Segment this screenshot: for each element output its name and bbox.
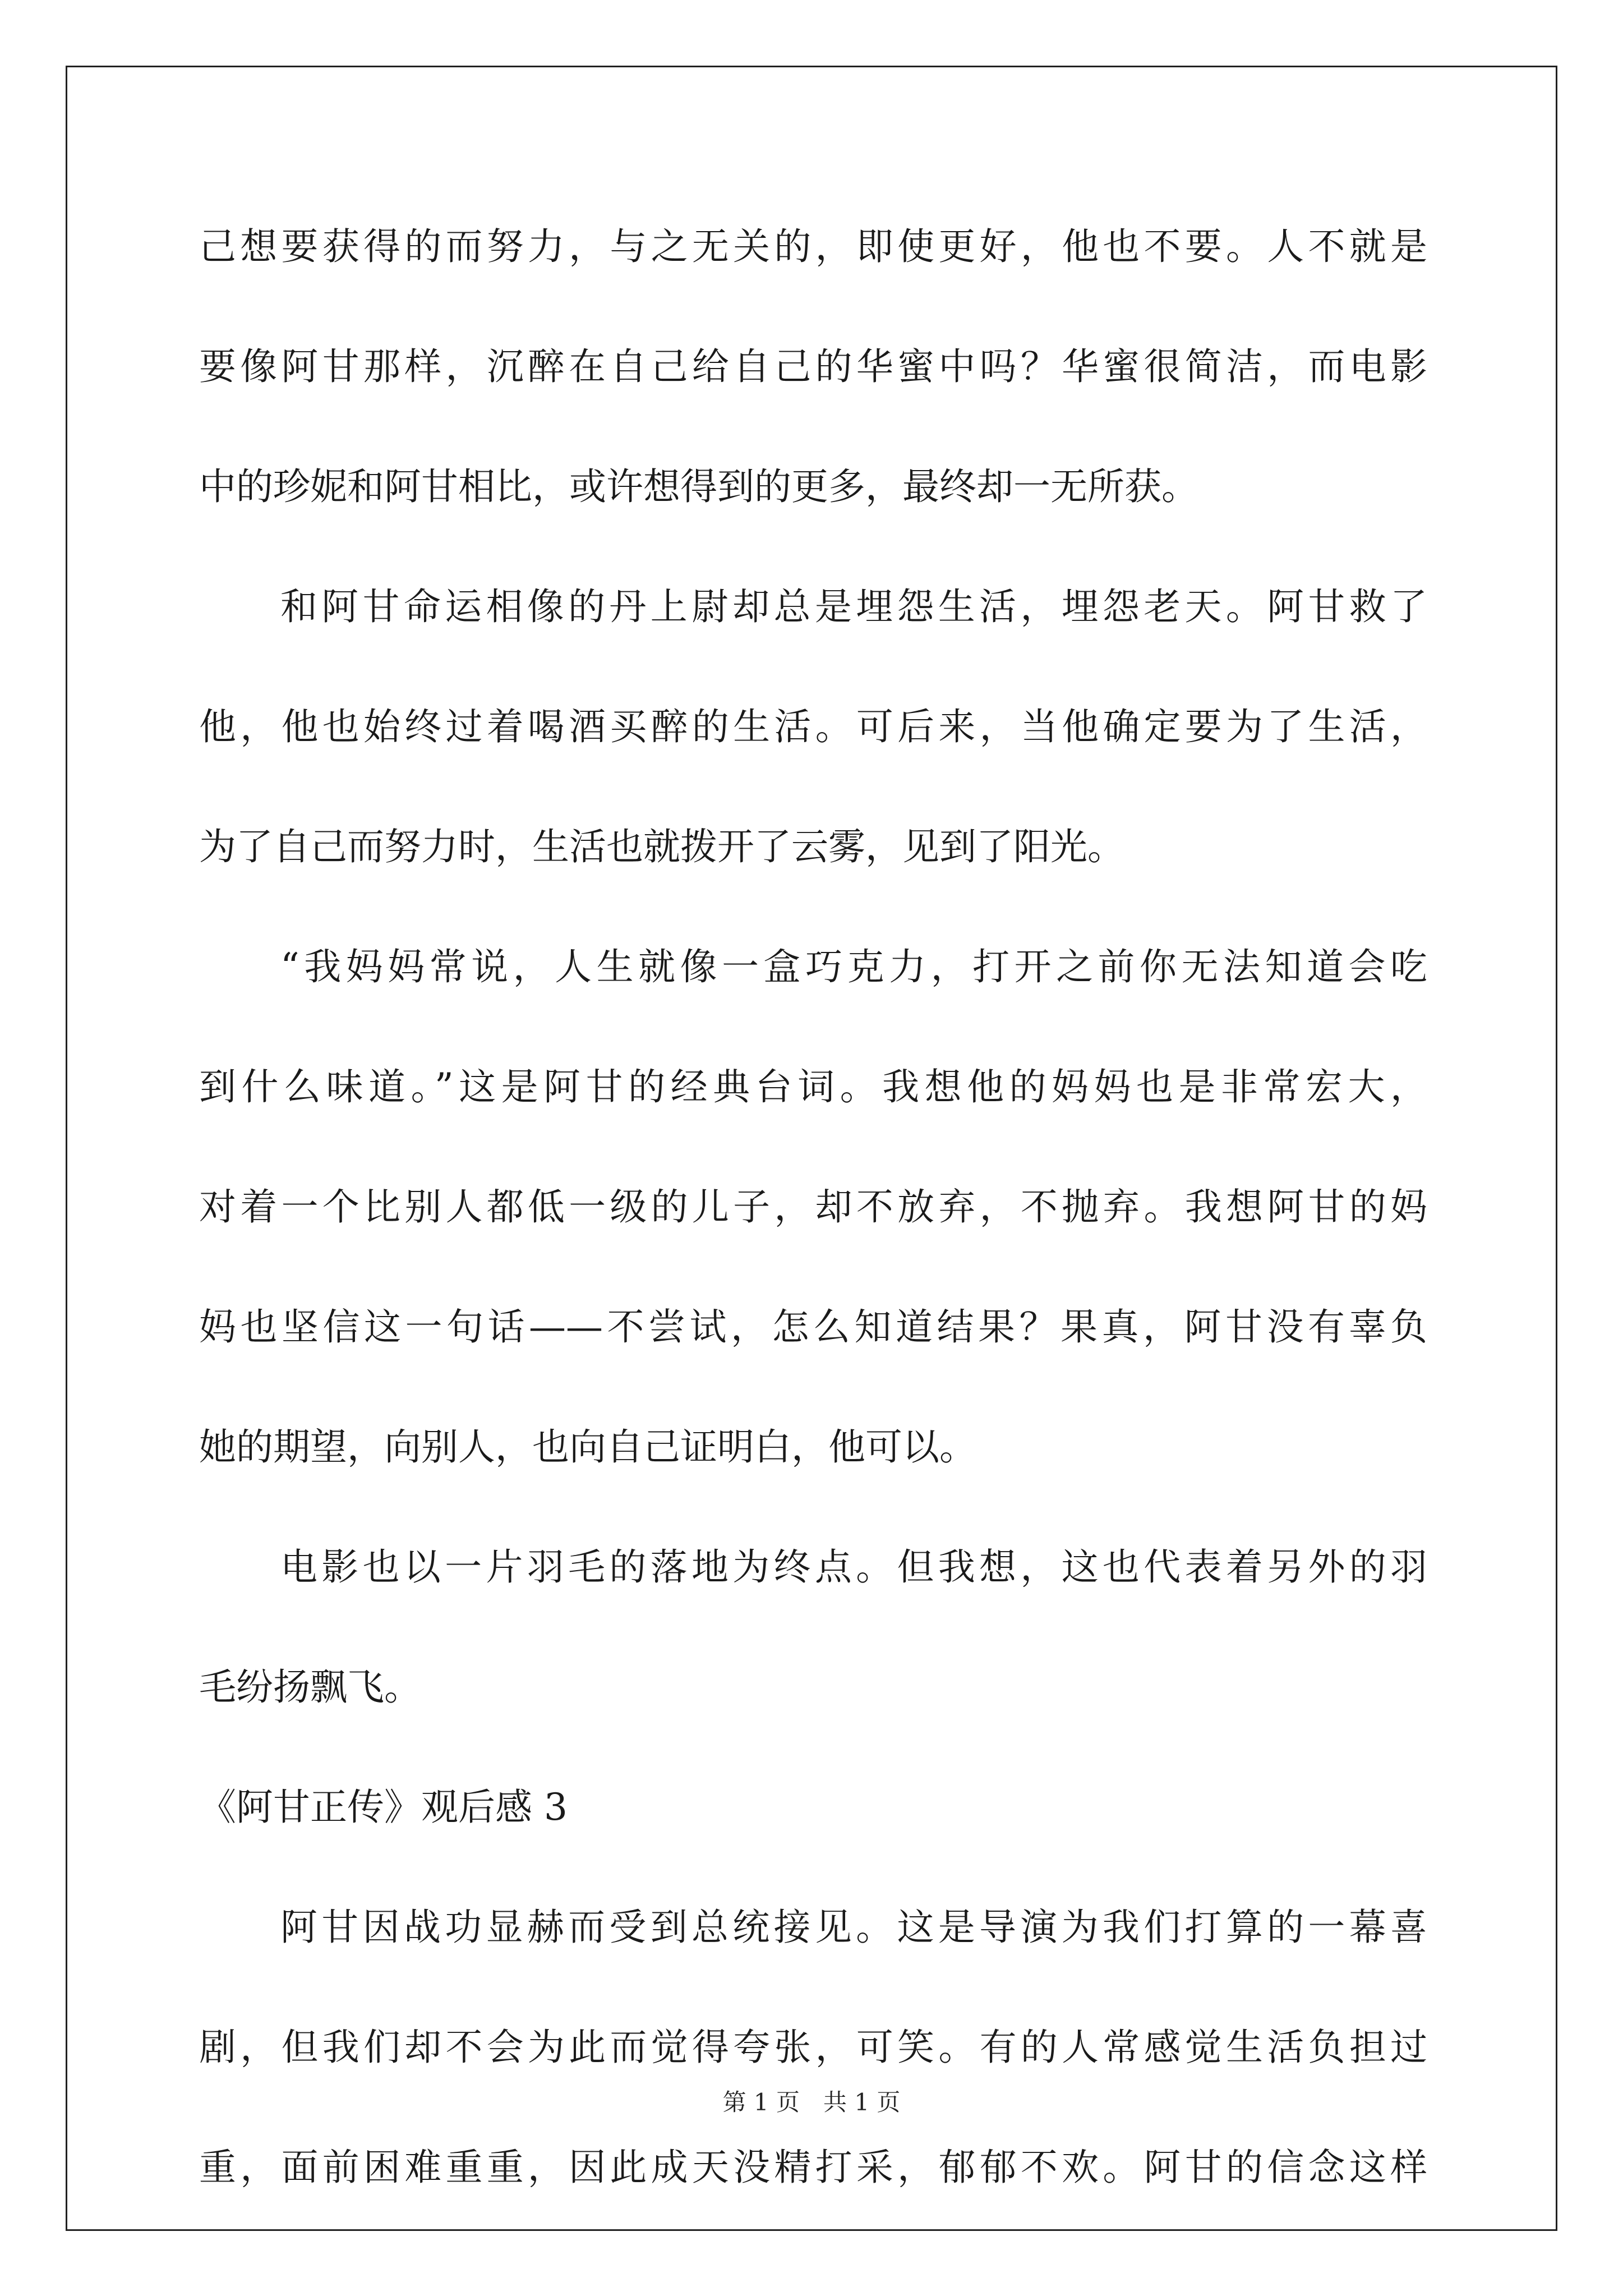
text-line: 到什么味道。”这是阿甘的经典台词。我想他的妈妈也是非常宏大， [199,1065,1427,1108]
text-line: 阿甘因战功显赫而受到总统接见。这是导演为我们打算的一幕喜 [280,1906,1427,1949]
text-line: 剧，但我们却不会为此而觉得夸张，可笑。有的人常感觉生活负担过 [199,2026,1427,2069]
text-line: 和阿甘命运相像的丹上尉却总是埋怨生活，埋怨老天。阿甘救了 [280,585,1427,628]
text-line: “我妈妈常说，人生就像一盒巧克力，打开之前你无法知道会吃 [280,945,1427,988]
text-line: 她的期望，向别人，也向自己证明白，他可以。 [199,1425,976,1469]
text-line: 己想要获得的而努力，与之无关的，即使更好，他也不要。人不就是 [199,225,1427,268]
text-line: 为了自己而努力时，生活也就拨开了云雾，见到了阳光。 [199,825,1124,868]
text-line: 妈也坚信这一句话——不尝试，怎么知道结果？果真，阿甘没有辜负 [199,1305,1427,1349]
document-body [199,213,1427,2254]
section-heading: 《阿甘正传》观后感 3 [199,1786,568,1829]
text-line: 电影也以一片羽毛的落地为终点。但我想，这也代表着另外的羽 [280,1545,1427,1589]
text-line: 对着一个比别人都低一级的儿子，却不放弃，不抛弃。我想阿甘的妈 [199,1185,1427,1228]
text-line: 中的珍妮和阿甘相比，或许想得到的更多，最终却一无所获。 [199,465,1198,508]
text-line: 重，面前困难重重，因此成天没精打采，郁郁不欢。阿甘的信念这样 [199,2146,1427,2189]
text-line: 要像阿甘那样，沉醉在自己给自己的华蜜中吗？华蜜很简洁，而电影 [199,345,1427,388]
text-line: 他，他也始终过着喝酒买醉的生活。可后来，当他确定要为了生活， [199,705,1427,748]
text-line: 毛纷扬飘飞。 [199,1665,421,1709]
page-footer: 第 1 页 共 1 页 [722,2088,901,2116]
